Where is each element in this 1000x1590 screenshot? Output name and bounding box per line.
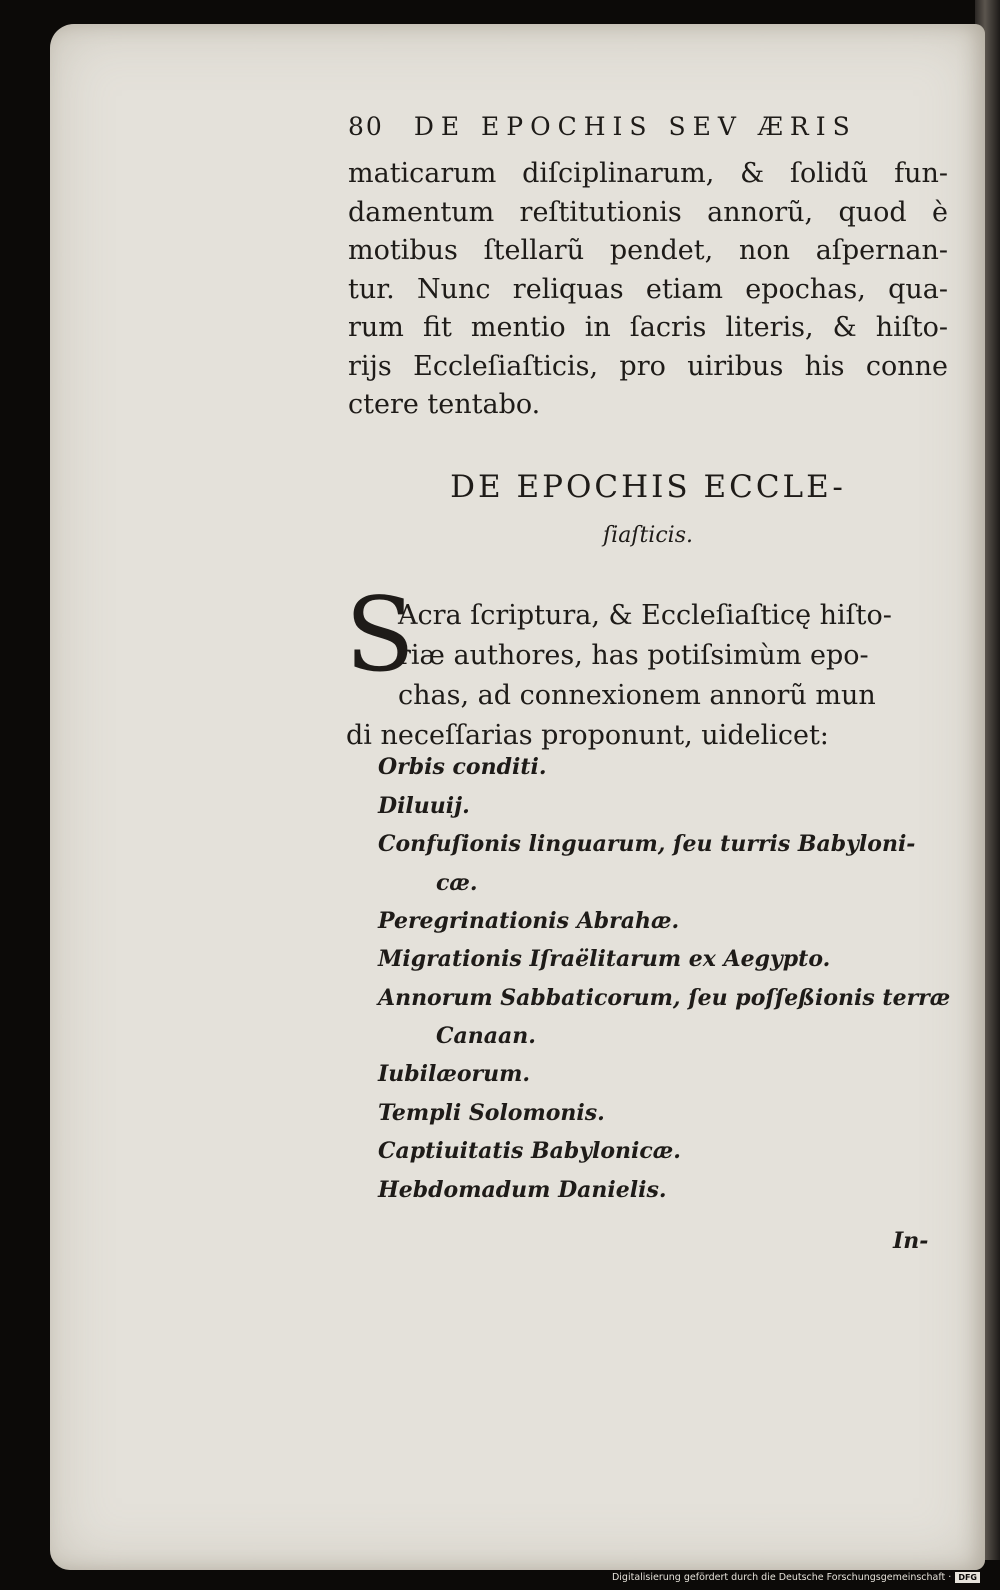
- section-subtitle: ſiaſticis.: [603, 523, 693, 548]
- list-item: Annorum Sabbaticorum, ſeu poſſeßionis terræ Canaan.: [378, 984, 951, 1049]
- text-line: riæ authores, has potiſsimùm epo-: [398, 640, 869, 671]
- text-line: maticarum diſciplinarum, & ſolidũ fun-: [348, 158, 948, 189]
- list-item: Confuſionis linguarum, ſeu turris Babyloni- cæ.: [378, 831, 916, 896]
- epochs-list: [378, 748, 951, 1209]
- list-item: Orbis conditi.: [378, 754, 547, 780]
- text-line: di neceſſarias proponunt, uidelicet:: [346, 720, 829, 751]
- text-line: damentum reſtitutionis annorũ, quod è: [348, 196, 948, 228]
- running-header: [348, 110, 857, 144]
- paragraph-intro: [346, 596, 943, 756]
- text-line: rijs Eccleſiaſticis, pro uiribus his conne: [348, 350, 948, 382]
- list-item: Iubilæorum.: [378, 1061, 531, 1087]
- list-item: Peregrinationis Abrahæ.: [378, 907, 680, 934]
- text-line: chas, ad connexionem annorũ mun: [398, 680, 876, 711]
- dfg-logo-badge: DFG: [955, 1572, 980, 1583]
- credit-text: Digitalisierung gefördert durch die Deutsche Forschungsgemeinschaft: [611, 1572, 946, 1583]
- digitization-credit: Digitalisierung gefördert durch die Deutsche Forschungsgemeinschaft · DFG: [612, 1572, 980, 1583]
- catchword: In-: [893, 1228, 929, 1254]
- text-line: rum fit mentio in ſacris literis, & hiſto-: [348, 312, 948, 343]
- section-title: DE EPOCHIS ECCLE-: [450, 469, 846, 505]
- list-item: Diluuij.: [378, 792, 470, 819]
- text-line: Acra ſcriptura, & Eccleſiaſticę hiſto-: [398, 600, 892, 631]
- drop-cap-initial: S: [345, 576, 415, 695]
- list-item: Hebdomadum Danielis.: [378, 1176, 667, 1203]
- text-line: motibus ſtellarũ pendet, non aſpernan-: [348, 235, 948, 266]
- text-line: ctere tentabo.: [348, 389, 541, 420]
- text-line: tur. Nunc reliquas etiam epochas, qua-: [348, 273, 948, 305]
- page-number: 80: [348, 112, 384, 141]
- list-item: Migrationis Iſraëlitarum ex Aegypto.: [378, 946, 831, 972]
- running-title: DE EPOCHIS SEV ÆRIS: [413, 112, 857, 141]
- paragraph-continuation: [348, 155, 948, 425]
- list-item: Templi Solomonis.: [378, 1099, 605, 1126]
- list-item: Captiuitatis Babylonicæ.: [378, 1138, 681, 1164]
